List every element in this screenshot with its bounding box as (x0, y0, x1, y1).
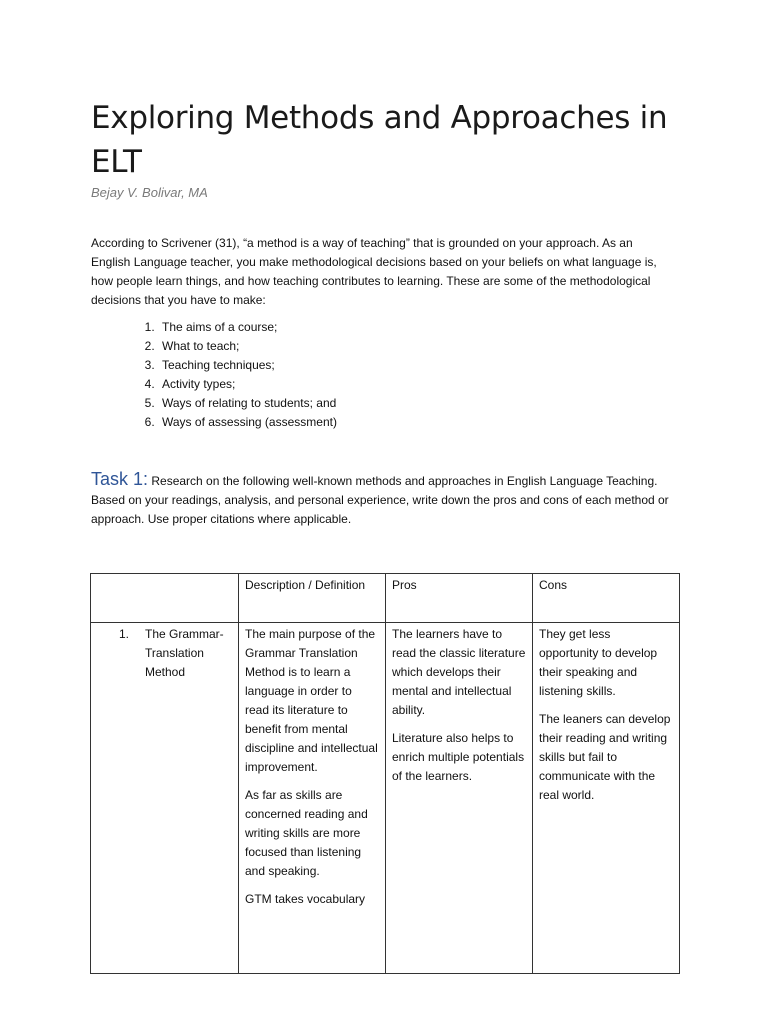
cons-paragraph: They get less opportunity to develop their speaking and listening skills. (539, 627, 658, 698)
header-cell-pros: Pros (386, 574, 533, 623)
list-item: 1. The aims of a course; (158, 318, 337, 337)
description-cell (239, 623, 386, 974)
list-item: 3. Teaching techniques; (158, 356, 337, 375)
list-item: 4. Activity types; (158, 375, 337, 394)
method-name: The Grammar-Translation Method (145, 627, 224, 679)
decisions-list (118, 318, 337, 432)
method-number: 1. (119, 627, 130, 641)
table-row (91, 623, 680, 974)
pros-paragraph: The learners have to read the classic literature which develops their mental and intellectual ability. (392, 627, 526, 717)
list-item: 5. Ways of relating to students; and (158, 394, 337, 413)
cons-paragraph: The leaners can develop their reading and writing skills but fail to communicate with the real world. (539, 712, 671, 802)
description-paragraph: As far as skills are concerned reading and writing skills are more focused than listening and speaking. (245, 788, 368, 878)
author-line: Bejay V. Bolivar, MA (91, 185, 208, 200)
pros-cell (386, 623, 533, 974)
methods-table (90, 573, 680, 974)
document-title: Exploring Methods and Approaches in ELT (91, 100, 668, 180)
intro-paragraph: According to Scrivener (31), “a method is a way of teaching” that is grounded on your approach. As an English Language teacher, you make methodological decisions based on your beliefs on what language is, how people learn things, and how teaching contributes to learning. These are some of the methodological decisions that you have to make: (91, 236, 657, 307)
task-label: Task 1: (91, 469, 149, 489)
header-cell-blank (91, 574, 239, 623)
pros-paragraph: Literature also helps to enrich multiple potentials of the learners. (392, 731, 525, 783)
header-cell-cons: Cons (533, 574, 680, 623)
task-paragraph (91, 470, 676, 529)
method-cell (91, 623, 239, 974)
description-paragraph: GTM takes vocabulary (245, 892, 366, 906)
list-item: 6. Ways of assessing (assessment) (158, 413, 337, 432)
header-cell-description: Description / Definition (239, 574, 386, 623)
task-text: Research on the following well-known methods and approaches in English Language Teaching. Based on your readings, analysis, and personal experience, write down the pros and cons of each method or approach. Use proper citations where applicable. (91, 474, 669, 526)
cons-cell (533, 623, 680, 974)
description-paragraph: The main purpose of the Grammar Translation Method is to learn a language in order to read its literature to benefit from mental discipline and intellectual improvement. (245, 627, 378, 774)
table-header-row (91, 574, 680, 623)
list-item: 2. What to teach; (158, 337, 337, 356)
